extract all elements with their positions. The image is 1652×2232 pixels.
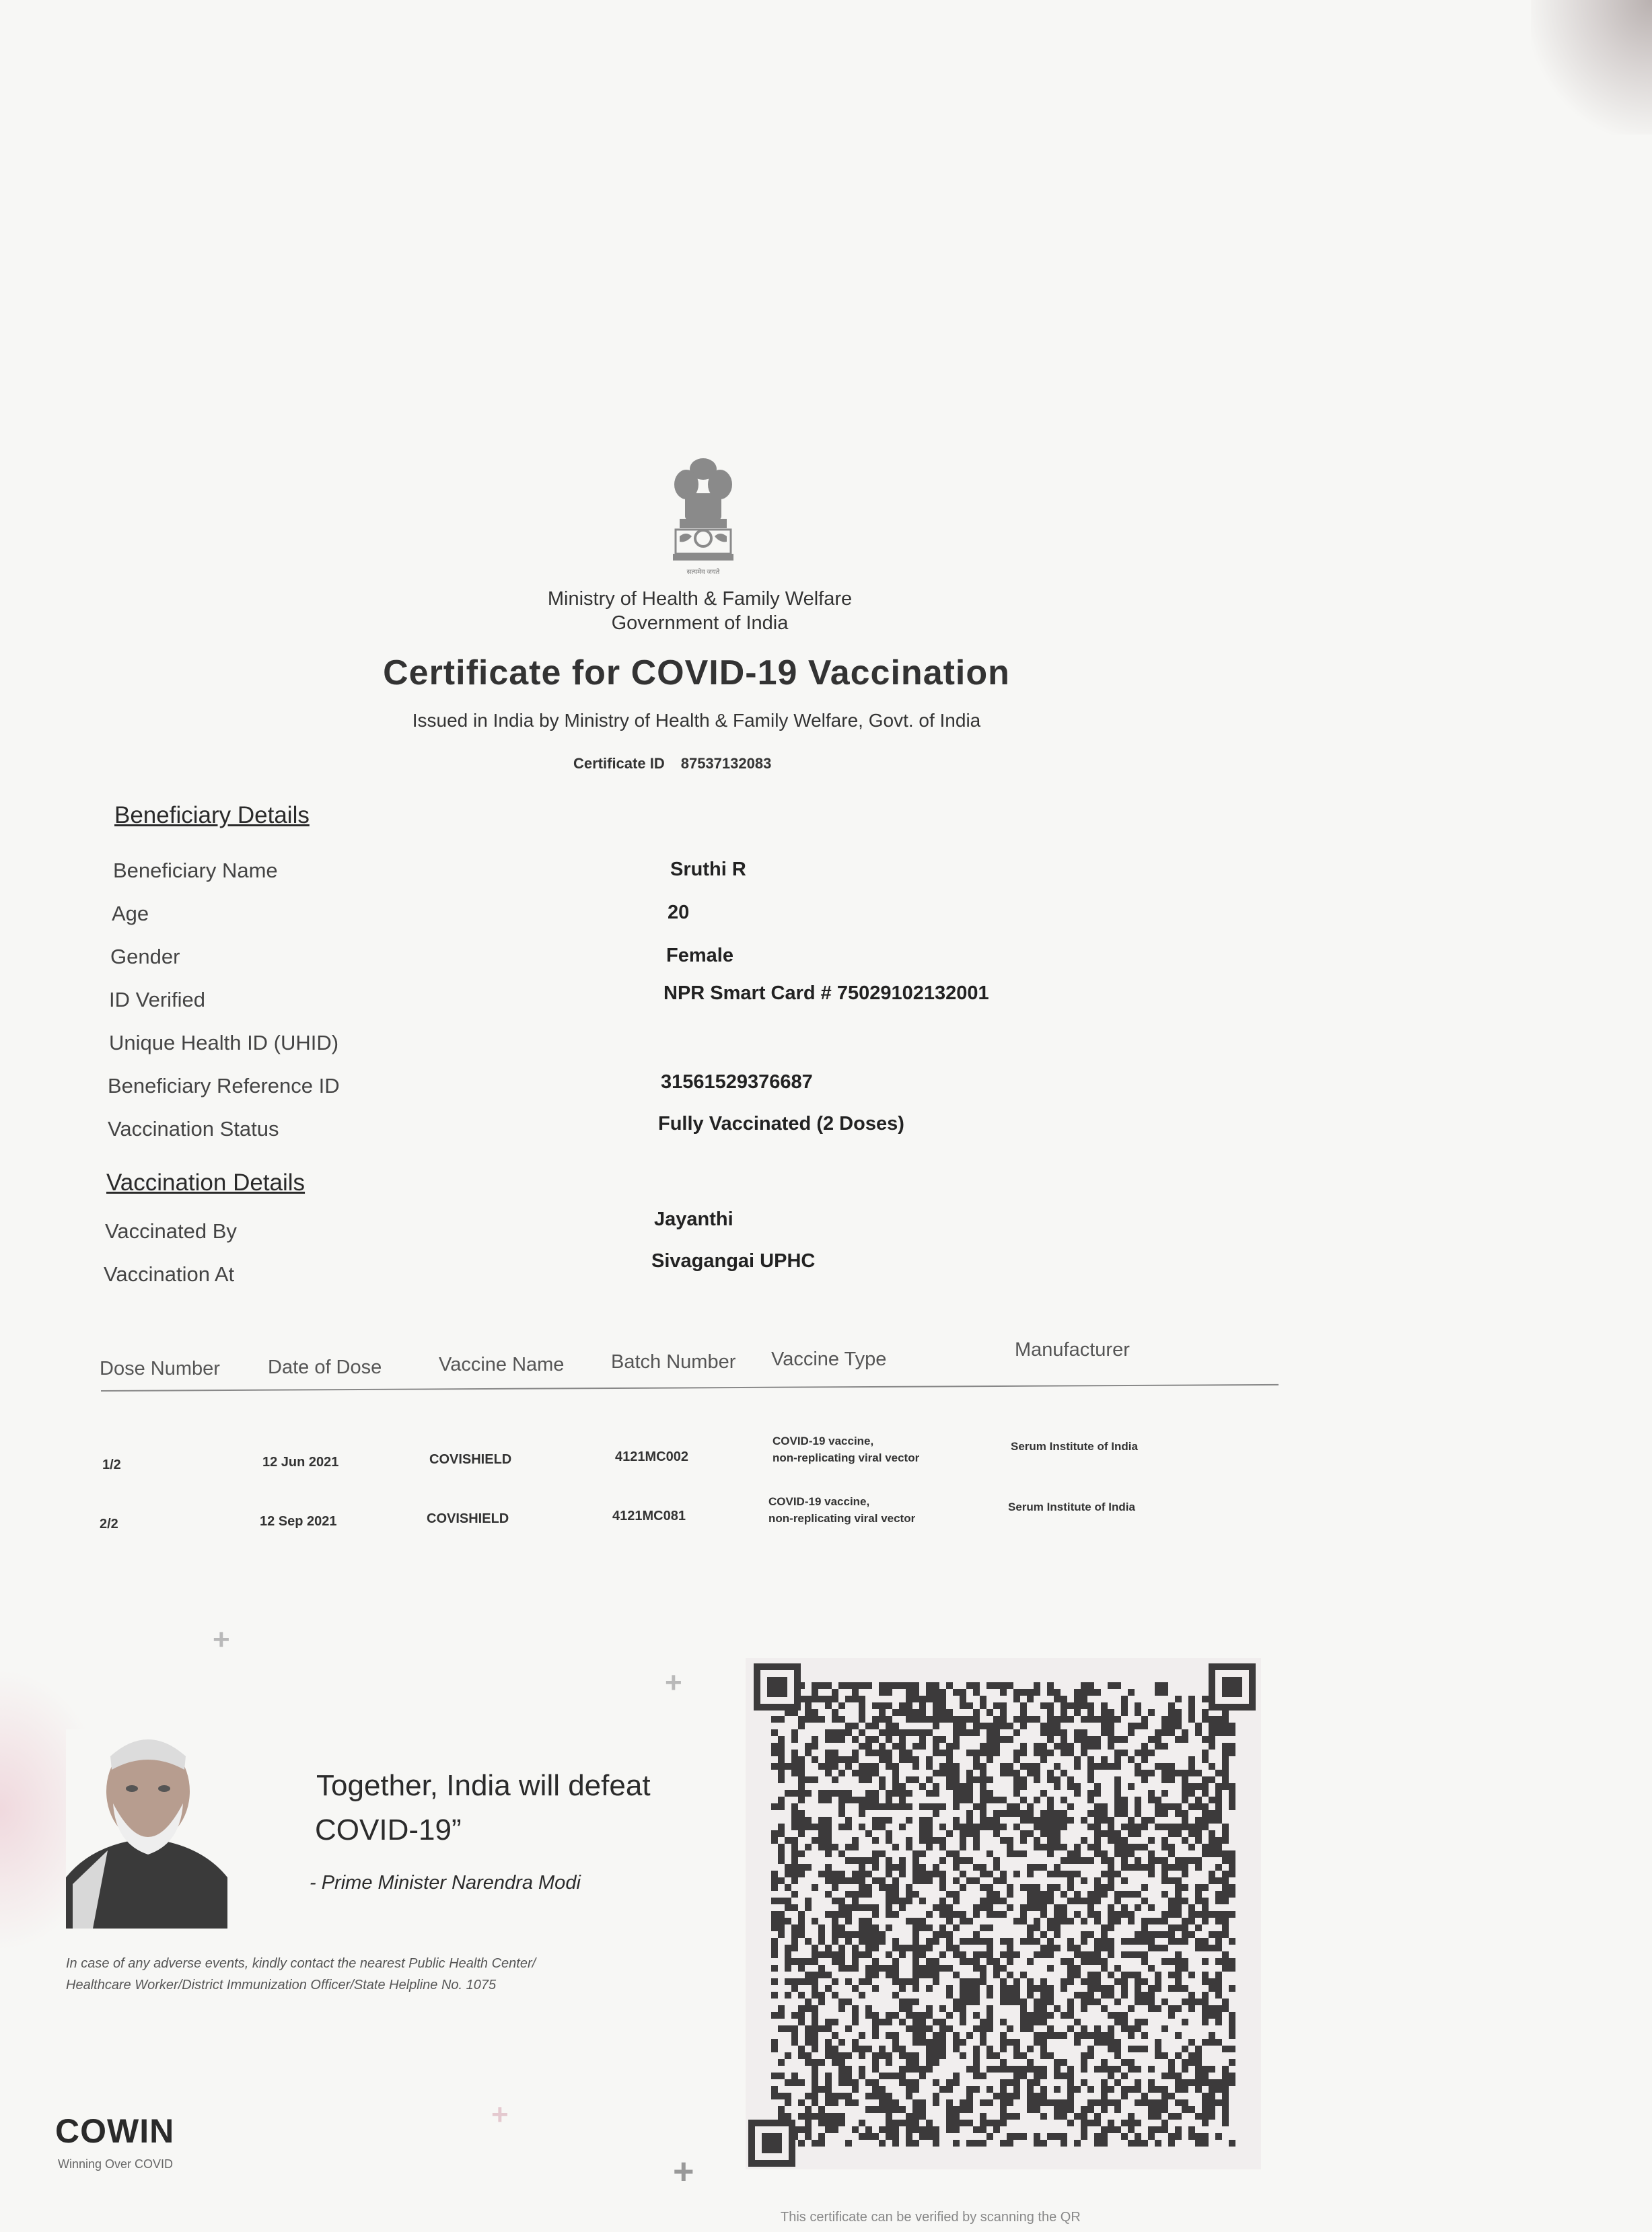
ministry-name: Ministry of Health & Family Welfare xyxy=(547,588,853,610)
batch-number: 4121MC081 xyxy=(612,1509,686,1523)
reference-id-value: 31561529376687 xyxy=(661,1071,813,1093)
cowin-logo: COWIN xyxy=(55,2112,175,2150)
col-vaccine-type: Vaccine Type xyxy=(771,1348,887,1370)
vaccine-type-line1: COVID-19 vaccine, xyxy=(773,1435,874,1447)
vaccine-type xyxy=(773,1433,919,1466)
certificate-id-label: Certificate ID xyxy=(573,755,665,772)
id-verified-value: NPR Smart Card # 75029102132001 xyxy=(663,982,989,1004)
plus-icon: + xyxy=(213,1623,230,1656)
plus-icon: + xyxy=(665,1666,682,1699)
col-batch-number: Batch Number xyxy=(611,1351,736,1373)
quote-line-1: Together, India will defeat xyxy=(316,1769,651,1802)
id-verified-label: ID Verified xyxy=(109,988,206,1011)
gender-label: Gender xyxy=(110,945,180,968)
manufacturer: Serum Institute of India xyxy=(1008,1501,1135,1513)
prime-minister-photo xyxy=(66,1729,227,1929)
vaccination-at-value: Sivagangai UPHC xyxy=(651,1250,816,1272)
vaccine-type-line2: non-replicating viral vector xyxy=(773,1451,920,1464)
quote-attribution: - Prime Minister Narendra Modi xyxy=(310,1872,581,1894)
dose-date: 12 Sep 2021 xyxy=(260,1514,337,1529)
dose-number: 1/2 xyxy=(102,1457,121,1472)
reference-id-label: Beneficiary Reference ID xyxy=(108,1074,340,1097)
adverse-events-line-2: Healthcare Worker/District Immunization Officer/State Helpline No. 1075 xyxy=(66,1978,497,1992)
vaccine-type-line2: non-replicating viral vector xyxy=(768,1511,916,1525)
vaccination-status-value: Fully Vaccinated (2 Doses) xyxy=(658,1113,904,1135)
vaccine-name: COVISHIELD xyxy=(429,1452,512,1467)
uhid-label: Unique Health ID (UHID) xyxy=(109,1031,339,1054)
col-vaccine-name: Vaccine Name xyxy=(439,1354,565,1375)
col-manufacturer: Manufacturer xyxy=(1015,1339,1130,1361)
plus-icon: + xyxy=(673,2151,694,2192)
government-name: Government of India xyxy=(611,612,789,634)
age-label: Age xyxy=(112,902,149,925)
beneficiary-heading: Beneficiary Details xyxy=(114,802,310,828)
quote-line-2: COVID-19” xyxy=(315,1813,462,1846)
vaccination-heading: Vaccination Details xyxy=(106,1169,306,1196)
page-title: Certificate for COVID-19 Vaccination xyxy=(383,653,1010,692)
certificate-id xyxy=(573,755,771,772)
emblem-motto: सत्यमेव जयते xyxy=(686,569,720,576)
vaccinated-by-label: Vaccinated By xyxy=(105,1219,237,1243)
col-date-of-dose: Date of Dose xyxy=(268,1357,382,1378)
age-value: 20 xyxy=(668,902,690,923)
table-header-rule xyxy=(101,1384,1279,1392)
issued-by: Issued in India by Ministry of Health & Family Welfare, Govt. of India xyxy=(412,710,981,731)
certificate-id-value: 87537132083 xyxy=(680,755,772,772)
scan-smudge xyxy=(1531,0,1652,135)
vaccination-status-label: Vaccination Status xyxy=(108,1117,279,1141)
beneficiary-name-label: Beneficiary Name xyxy=(113,859,278,882)
plus-icon: + xyxy=(491,2098,509,2131)
manufacturer: Serum Institute of India xyxy=(1011,1440,1138,1453)
vaccination-at-label: Vaccination At xyxy=(104,1262,235,1286)
adverse-events-line-1: In case of any adverse events, kindly contact the nearest Public Health Center/ xyxy=(66,1956,536,1971)
col-dose-number: Dose Number xyxy=(100,1358,220,1379)
vaccine-type-line1: COVID-19 vaccine, xyxy=(768,1495,870,1508)
national-emblem-icon xyxy=(666,454,740,579)
vaccine-name: COVISHIELD xyxy=(427,1511,509,1526)
beneficiary-name-value: Sruthi R xyxy=(670,859,746,880)
qr-code xyxy=(746,1658,1261,2169)
gender-value: Female xyxy=(666,945,733,966)
batch-number: 4121MC002 xyxy=(615,1449,688,1464)
cowin-tagline: Winning Over COVID xyxy=(58,2157,174,2171)
dose-number: 2/2 xyxy=(100,1517,118,1532)
dose-date: 12 Jun 2021 xyxy=(262,1455,339,1470)
vaccine-type xyxy=(768,1494,915,1527)
vaccinated-by-value: Jayanthi xyxy=(654,1209,733,1230)
verify-note: This certificate can be verified by scanning the QR xyxy=(781,2210,1081,2225)
